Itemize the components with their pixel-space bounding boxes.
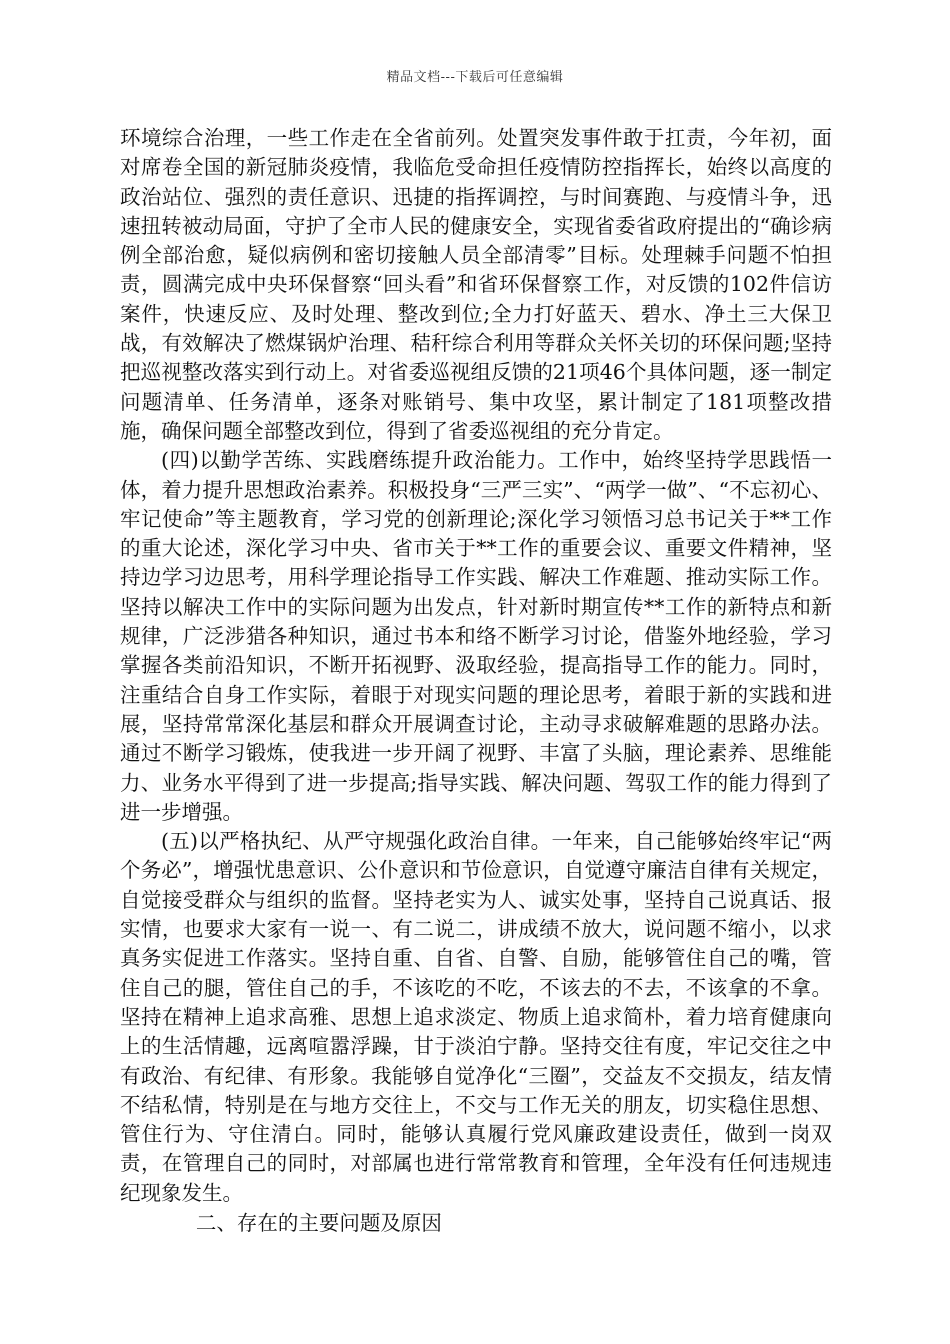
paragraph-continued: 环境综合治理，一些工作走在全省前列。处置突发事件敢于扛责，今年初，面对席卷全国的新冠肺炎疫情，我临危受命担任疫情防控指挥长，始终以高度的政治站位、强烈的责任意识、迅捷的指挥调控，与时间赛跑、与疫情斗争，迅速扭转被动局面，守护了全市人民的健康安全，实现省委省政府提出的“确诊病例全部治愈，疑似病例和密切接触人员全部清零”目标。处理棘手问题不怕担责，圆满完成中央环保督察“回头看”和省环保督察工作，对反馈的102件信访案件，快速反应、及时处理、整改到位;全力打好蓝天、碧水、净土三大保卫战，有效解决了燃煤锅炉治理、秸秆综合利用等群众关怀关切的环保问题;坚持把巡视整改落实到行动上。对省委巡视组反馈的21项46个具体问题，逐一制定问题清单、任务清单，逐条对账销号、集中攻坚，累计制定了181项整改措施，确保问题全部整改到位，得到了省委巡视组的充分肯定。 (120, 126, 832, 443)
paragraph-section-5: (五)以严格执纪、从严守规强化政治自律。一年来，自己能够始终牢记“两个务必”，增强忧患意识、公仆意识和节俭意识，自觉遵守廉洁自律有关规定，自觉接受群众与组织的监督。坚持老实为人、诚实处事，坚持自己说真话、报实情，也要求大家有一说一、有二说二，讲成绩不放大，说问题不缩小，以求真务实促进工作落实。坚持自重、自省、自警、自励，能够管住自己的嘴，管住自己的腿，管住自己的手，不该吃的不吃，不该去的不去，不该拿的不拿。坚持在精神上追求高雅、思想上追求淡定、物质上追求简朴，着力培育健康向上的生活情趣，远离喧嚣浮躁，甘于淡泊宁静。坚持交往有度，牢记交往之中有政治、有纪律、有形象。我能够自觉净化“三圈”，交益友不交损友，结友情不结私情，特别是在与地方交往上，不交与工作无关的朋友，切实稳住思想、管住行为、守住清白。同时，能够认真履行党风廉政建设责任，做到一岗双责，在管理自己的同时，对部属也进行常常教育和管理，全年没有任何违规违纪现象发生。 (120, 829, 832, 1205)
page-header: 精品文档---下载后可任意编辑 (386, 70, 564, 85)
paragraph-section-4: (四)以勤学苦练、实践磨练提升政治能力。工作中，始终坚持学思践悟一体，着力提升思想政治素养。积极投身“三严三实”、“两学一做”、“不忘初心、牢记使命”等主题教育，学习党的创新理论;深化学习领悟习总书记关于**工作的重大论述，深化学习中央、省市关于**工作的重要会议、重要文件精神，坚持边学习边思考，用科学理论指导工作实践、解决工作难题、推动实际工作。坚持以解决工作中的实际问题为出发点，针对新时期宣传**工作的新特点和新规律，广泛涉猎各种知识，通过书本和络不断学习讨论，借鉴外地经验，学习掌握各类前沿知识，不断开拓视野、汲取经验，提高指导工作的能力。同时，注重结合自身工作实际，着眼于对现实问题的理论思考，着眼于新的实践和进展，坚持常常深化基层和群众开展调查讨论，主动寻求破解难题的思路办法。通过不断学习锻炼，使我进一步开阔了视野、丰富了头脑，理论素养、思维能力、业务水平得到了进一步提高;指导实践、解决问题、驾驭工作的能力得到了进一步增强。 (120, 448, 832, 824)
document-body (120, 124, 832, 1238)
section-heading: 二、存在的主要问题及原因 (195, 1210, 442, 1235)
